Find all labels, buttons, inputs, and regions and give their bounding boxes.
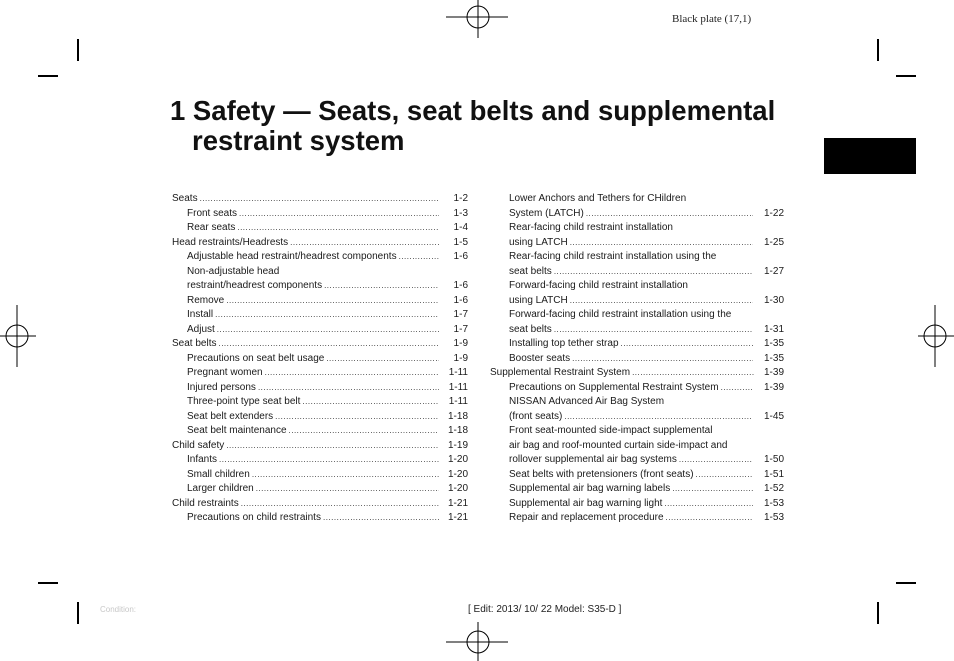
toc-entry-title: Supplemental air bag warning labels <box>509 483 671 494</box>
registration-mark-top <box>446 0 508 40</box>
toc-entry-title: Seat belts with pretensioners (front seats) <box>509 468 694 480</box>
toc-dot-leader <box>399 250 439 265</box>
toc-page-number: 1-45 <box>763 410 784 422</box>
toc-entry[interactable] <box>172 250 468 265</box>
toc-dot-leader <box>564 410 753 425</box>
registration-mark-left <box>0 305 36 367</box>
toc-entry[interactable] <box>172 337 468 352</box>
toc-entry-title: Install <box>187 309 214 320</box>
toc-page-number: 1-21 <box>447 497 468 509</box>
toc-page-number: 1-9 <box>453 338 468 349</box>
chapter-title <box>170 96 830 156</box>
toc-entry[interactable] <box>490 468 784 483</box>
toc-dot-leader <box>252 468 439 483</box>
toc-page-number: 1-11 <box>448 396 468 407</box>
toc-entry-title: Rear seats <box>187 222 236 233</box>
toc-entry[interactable] <box>490 337 784 352</box>
toc-page-number: 1-30 <box>763 294 784 306</box>
toc-entry-title: Small children <box>187 468 250 480</box>
toc-dot-leader <box>226 294 439 309</box>
toc-entry[interactable] <box>172 453 468 468</box>
toc-dot-leader <box>218 337 439 352</box>
toc-entry[interactable] <box>172 482 468 497</box>
crop-mark <box>38 582 58 584</box>
toc-entry[interactable] <box>490 453 784 468</box>
toc-entry-title: Three-point type seat belt <box>187 396 301 407</box>
toc-page-number: 1-51 <box>763 468 784 480</box>
toc-entry[interactable] <box>172 279 468 294</box>
toc-entry-title: (front seats) <box>509 410 563 422</box>
toc-dot-leader <box>621 337 753 352</box>
toc-dot-leader <box>217 323 439 338</box>
toc-page-number: 1-7 <box>453 323 468 335</box>
toc-page-number: 1-39 <box>763 381 784 393</box>
toc-page-number: 1-21 <box>447 512 468 523</box>
toc-entry[interactable] <box>490 482 784 497</box>
toc-entry[interactable] <box>490 323 784 338</box>
toc-dot-leader <box>256 482 439 497</box>
toc-entry-title: Precautions on Supplemental Restraint System <box>509 381 719 393</box>
toc-entry-title: restraint/headrest components <box>187 280 323 291</box>
toc-entry-continued-text: Forward-facing child restraint installation <box>509 280 688 291</box>
toc-dot-leader <box>265 366 439 381</box>
toc-page-number: 1-52 <box>763 483 784 494</box>
toc-dot-leader <box>226 439 439 454</box>
toc-entry-title: Seats <box>172 193 198 204</box>
toc-page-number: 1-18 <box>447 425 468 436</box>
crop-mark <box>77 39 79 61</box>
toc-dot-leader <box>239 207 439 222</box>
toc-entry-title: Adjust <box>187 323 215 335</box>
toc-dot-leader <box>554 265 753 280</box>
chapter-title-line-2: restraint system <box>192 125 405 156</box>
toc-dot-leader <box>570 294 753 309</box>
toc-page-number: 1-20 <box>447 468 468 480</box>
toc-entry[interactable] <box>490 366 784 381</box>
crop-mark <box>77 602 79 624</box>
toc-dot-leader <box>572 352 753 367</box>
toc-entry-title: Adjustable head restraint/headrest components <box>187 251 397 262</box>
toc-dot-leader <box>302 395 439 410</box>
toc-dot-leader <box>215 308 439 323</box>
toc-entry-title: Booster seats <box>509 352 571 364</box>
toc-entry-title: Injured persons <box>187 381 256 393</box>
toc-entry-title: using LATCH <box>509 294 568 306</box>
toc-dot-leader <box>632 366 755 381</box>
toc-entry[interactable] <box>172 308 468 323</box>
toc-dot-leader <box>323 511 439 526</box>
toc-page-number: 1-35 <box>763 338 784 349</box>
toc-dot-leader <box>679 453 753 468</box>
toc-entry[interactable] <box>172 511 468 526</box>
toc-entry-title: seat belts <box>509 265 552 277</box>
toc-right-column <box>490 192 784 526</box>
toc-entry-continued-text: NISSAN Advanced Air Bag System <box>509 396 665 407</box>
toc-page-number: 1-35 <box>763 352 784 364</box>
toc-page-number: 1-9 <box>453 352 468 364</box>
toc-page-number: 1-53 <box>763 497 784 509</box>
toc-page-number: 1-53 <box>763 512 784 523</box>
toc-entry[interactable] <box>172 410 468 425</box>
toc-page-number: 1-27 <box>763 265 784 277</box>
toc-entry-title: Pregnant women <box>187 367 263 378</box>
toc-entry[interactable] <box>172 424 468 439</box>
toc-dot-leader <box>666 511 753 526</box>
toc-page-number: 1-22 <box>763 207 784 219</box>
toc-entry-continued-text: Non-adjustable head <box>187 265 280 277</box>
edit-footer: [ Edit: 2013/ 10/ 22 Model: S35-D ] <box>468 604 622 615</box>
registration-mark-right <box>918 305 954 367</box>
toc-page-number: 1-39 <box>763 367 784 378</box>
toc-entry-title: Precautions on child restraints <box>187 512 321 523</box>
toc-entry-title: seat belts <box>509 323 552 335</box>
toc-page-number: 1-6 <box>453 280 468 291</box>
toc-entry-title: Infants <box>187 454 218 465</box>
toc-page-number: 1-20 <box>447 454 468 465</box>
toc-dot-leader <box>200 192 439 207</box>
toc-entry-title: System (LATCH) <box>509 207 584 219</box>
toc-entry[interactable] <box>490 294 784 309</box>
toc-page-number: 1-31 <box>763 323 784 335</box>
toc-dot-leader <box>289 424 439 439</box>
toc-page-number: 1-6 <box>453 294 468 306</box>
toc-entry[interactable] <box>172 352 468 367</box>
toc-entry[interactable] <box>490 410 784 425</box>
toc-dot-leader <box>275 410 439 425</box>
toc-entry-title: Child safety <box>172 439 225 451</box>
toc-entry-title: Precautions on seat belt usage <box>187 352 325 364</box>
toc-entry-title: using LATCH <box>509 236 568 248</box>
toc-dot-leader <box>290 236 439 251</box>
crop-mark <box>896 75 916 77</box>
toc-entry-title: Seat belt extenders <box>187 410 274 422</box>
toc-page-number: 1-50 <box>763 454 784 465</box>
toc-page-number: 1-11 <box>448 367 468 378</box>
toc-entry-title: Repair and replacement procedure <box>509 512 664 523</box>
toc-entry-title: Remove <box>187 294 225 306</box>
toc-dot-leader <box>554 323 753 338</box>
toc-dot-leader <box>324 279 439 294</box>
toc-entry[interactable] <box>172 381 468 396</box>
toc-dot-leader <box>586 207 753 222</box>
toc-entry-title: Supplemental Restraint System <box>490 367 631 378</box>
toc-entry[interactable] <box>490 236 784 251</box>
toc-entry[interactable] <box>172 236 468 251</box>
toc-entry-title: Head restraints/Headrests <box>172 236 289 248</box>
toc-entry[interactable] <box>490 265 784 280</box>
toc-entry[interactable] <box>172 366 468 381</box>
toc-entry-continued-text: Rear-facing child restraint installation <box>509 222 673 233</box>
crop-mark <box>38 75 58 77</box>
toc-entry[interactable] <box>490 352 784 367</box>
toc-entry-title: Larger children <box>187 483 254 494</box>
toc-entry[interactable] <box>172 497 468 512</box>
toc-entry[interactable] <box>172 468 468 483</box>
toc-entry-title: Installing top tether strap <box>509 338 619 349</box>
toc-dot-leader <box>237 221 439 236</box>
chapter-title-line-1: 1 Safety — Seats, seat belts and supplemental <box>170 95 776 126</box>
toc-page-number: 1-19 <box>447 439 468 451</box>
toc-page-number: 1-7 <box>453 309 468 320</box>
toc-entry[interactable] <box>172 192 468 207</box>
crop-mark <box>877 39 879 61</box>
toc-page-number: 1-5 <box>453 236 468 248</box>
toc-dot-leader <box>241 497 439 512</box>
toc-page-number: 1-25 <box>763 236 784 248</box>
toc-entry[interactable] <box>172 323 468 338</box>
toc-page-number: 1-6 <box>453 251 468 262</box>
toc-left-column <box>172 192 468 526</box>
crop-mark <box>896 582 916 584</box>
toc-dot-leader <box>570 236 753 251</box>
toc-entry-title: Supplemental air bag warning light <box>509 497 663 509</box>
toc-entry[interactable] <box>172 395 468 410</box>
toc-entry[interactable] <box>172 439 468 454</box>
condition-label: Condition: <box>100 605 137 614</box>
toc-dot-leader <box>696 468 753 483</box>
toc-entry-continued-text: Front seat-mounted side-impact supplemental <box>509 425 713 436</box>
toc-entry[interactable] <box>490 207 784 222</box>
toc-entry-title: Seat belt maintenance <box>187 425 287 436</box>
toc-entry-continued-text: Rear-facing child restraint installation using the <box>509 251 717 262</box>
toc-dot-leader <box>721 381 753 396</box>
toc-entry-continued-text: air bag and roof-mounted curtain side-impact and <box>509 439 728 451</box>
toc-dot-leader <box>219 453 439 468</box>
toc-page-number: 1-2 <box>453 193 468 204</box>
chapter-tab <box>824 138 916 174</box>
toc-entry-continued-text: Forward-facing child restraint installation using the <box>509 309 732 320</box>
toc-entry[interactable] <box>490 511 784 526</box>
toc-entry[interactable] <box>490 497 784 512</box>
crop-mark <box>877 602 879 624</box>
toc-dot-leader <box>664 497 753 512</box>
toc-entry-title: Front seats <box>187 207 238 219</box>
toc-page-number: 1-4 <box>453 222 468 233</box>
toc-page-number: 1-3 <box>453 207 468 219</box>
toc-entry-continued-text: Lower Anchors and Tethers for CHildren <box>509 193 687 204</box>
toc-dot-leader <box>258 381 439 396</box>
toc-page-number: 1-11 <box>448 381 468 393</box>
toc-dot-leader <box>326 352 439 367</box>
toc-page-number: 1-18 <box>447 410 468 422</box>
toc-page-number: 1-20 <box>447 483 468 494</box>
toc-entry[interactable] <box>172 294 468 309</box>
toc-entry[interactable] <box>490 381 784 396</box>
toc-entry-title: Child restraints <box>172 497 239 509</box>
registration-mark-bottom <box>446 622 508 661</box>
toc-entry-title: Seat belts <box>172 338 217 349</box>
toc-entry-title: rollover supplemental air bag systems <box>509 454 677 465</box>
plate-label: Black plate (17,1) <box>672 13 752 25</box>
toc-entry[interactable] <box>172 207 468 222</box>
toc-entry[interactable] <box>172 221 468 236</box>
toc-dot-leader <box>672 482 753 497</box>
